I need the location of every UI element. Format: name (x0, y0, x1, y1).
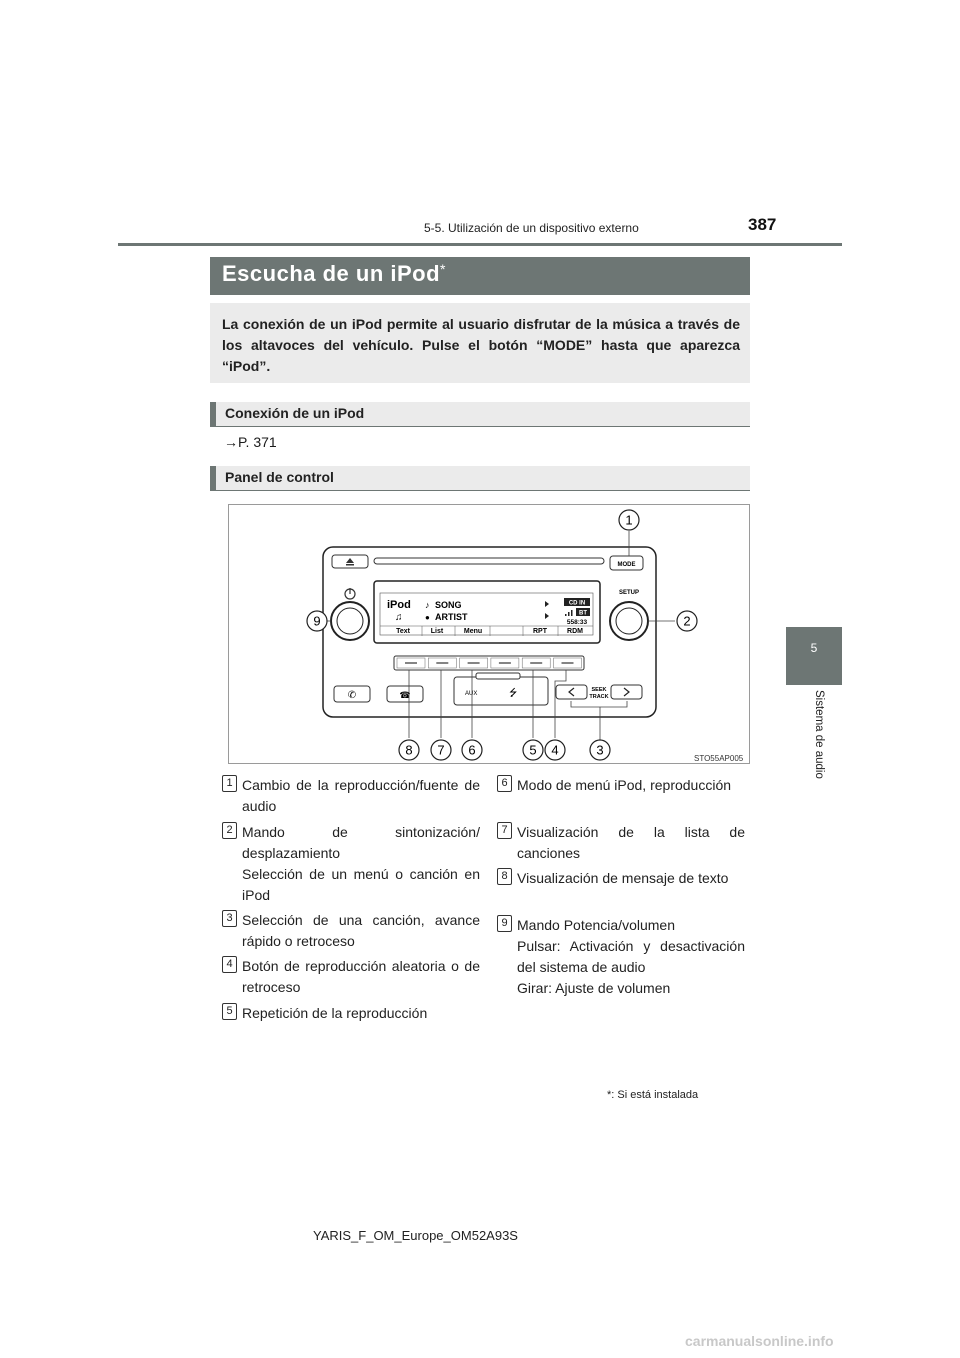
soft-key-button[interactable] (522, 658, 550, 668)
playlist-icon: ♫ (395, 612, 403, 623)
section-connection-heading: Conexión de un iPod (210, 402, 750, 427)
title-asterisk: * (440, 261, 446, 277)
callout-number: 6 (468, 742, 476, 758)
list-item (242, 956, 480, 998)
page-title (210, 257, 750, 295)
list-item (242, 822, 480, 906)
soft-key-button[interactable] (428, 658, 456, 668)
callout-number: 8 (405, 742, 413, 758)
chapter-label: Sistema de audio (813, 690, 825, 779)
setup-label: SETUP (618, 590, 640, 596)
document-code: YARIS_F_OM_Europe_OM52A93S (313, 1228, 518, 1243)
list-item (242, 1003, 480, 1024)
track-label: TRACK (589, 694, 609, 700)
soft-key-button[interactable] (554, 658, 582, 668)
callout-number: 9 (313, 613, 321, 629)
list-item (517, 775, 745, 796)
item-description: Visualización de mensaje de texto (517, 870, 729, 886)
figure-code: STO55AP005 (694, 754, 744, 763)
intro-box: La conexión de un iPod permite al usuario disfrutar de la música a través de los altavoces del vehículo. Pulse el botón “MODE” hasta que aparezca “iPod”. (210, 303, 750, 383)
list-item (517, 868, 745, 889)
callout-7 (431, 740, 451, 760)
item-description: Selección de una canción, avance rápido o retroceso (242, 912, 480, 949)
item-number-badge: 9 (497, 915, 512, 932)
list-item (242, 775, 480, 817)
item-number-badge: 6 (497, 775, 512, 792)
watermark: carmanualsonline.info (685, 1333, 834, 1349)
aux-usb-port[interactable] (454, 673, 548, 705)
list-item (517, 915, 745, 999)
callout-9 (307, 611, 327, 631)
screen-artist: ARTIST (435, 612, 468, 622)
callout-number: 5 (529, 742, 537, 758)
softkey-menu-label: Menu (463, 628, 483, 635)
usb-icon: ⭍ (509, 688, 518, 699)
callout-8 (399, 740, 419, 760)
display-screen (380, 593, 593, 635)
item-description: Mando de sintonización/ desplazamiento (242, 824, 480, 861)
item-number-badge: 8 (497, 868, 512, 885)
mode-label: MODE (617, 562, 636, 568)
item-description: Visualización de la lista de canciones (517, 824, 745, 861)
header-rule (118, 243, 842, 246)
screen-time: 558:33 (566, 619, 588, 626)
person-icon: ● (425, 613, 430, 622)
item-description: Repetición de la reproducción (242, 1005, 428, 1021)
callout-number: 1 (625, 512, 633, 528)
callout-4 (545, 740, 565, 760)
softkey-rpt-label: RPT (533, 628, 547, 635)
page-number: 387 (748, 215, 777, 234)
section-control-panel-heading: Panel de control (210, 466, 750, 491)
item-number-badge: 2 (222, 822, 237, 839)
soft-key-button[interactable] (460, 658, 488, 668)
page-reference-link[interactable]: →P. 371 (224, 434, 277, 450)
item-description: Cambio de la reproducción/fuente de audio (242, 777, 480, 814)
chapter-number: 5 (810, 641, 818, 655)
callout-3 (590, 740, 610, 760)
seek-back-button[interactable] (556, 685, 587, 699)
item-description: Botón de reproducción aleatoria o de retroceso (242, 958, 480, 995)
music-note-icon: ♪ (425, 600, 430, 610)
footnote: *: Si está instalada (607, 1089, 699, 1101)
softkey-list-label: List (430, 628, 444, 635)
callout-2 (677, 611, 697, 631)
chapter-tab (786, 627, 842, 685)
phone-hangup-button[interactable] (387, 686, 423, 702)
cdin-text: CD IN (568, 600, 586, 607)
callout-number: 4 (551, 742, 559, 758)
page-title-text: Escucha de un iPod (222, 261, 441, 286)
list-item (517, 822, 745, 864)
phone-pickup-button[interactable] (334, 686, 370, 702)
item-description: Selección de un menú o canción en iPod (242, 866, 480, 903)
softkey-rdm-label: RDM (567, 628, 583, 635)
item-number-badge: 7 (497, 822, 512, 839)
softkey-text-label: Text (396, 628, 410, 635)
hangup-icon: ☎ (399, 691, 411, 701)
screen-song: SONG (435, 600, 462, 610)
item-number-badge: 1 (222, 775, 237, 792)
item-description: Girar: Ajuste de volumen (517, 980, 671, 996)
callout-number: 7 (437, 742, 445, 758)
setup-tune-knob[interactable] (610, 602, 648, 640)
soft-key-button[interactable] (491, 658, 519, 668)
soft-key-button[interactable] (397, 658, 425, 668)
aux-label: AUX (465, 691, 478, 697)
bt-text: BT (579, 610, 587, 617)
eject-button[interactable] (332, 555, 368, 568)
mode-button[interactable] (610, 556, 643, 570)
item-number-badge: 5 (222, 1003, 237, 1020)
list-item (242, 910, 480, 952)
callout-number: 3 (596, 742, 604, 758)
phone-icon: ✆ (347, 690, 357, 701)
seek-forward-button[interactable] (611, 685, 642, 699)
item-description: Modo de menú iPod, reproducción (517, 777, 732, 793)
item-description: Mando Potencia/volumen (517, 917, 675, 933)
power-volume-knob[interactable] (331, 602, 369, 640)
seek-label: SEEK (591, 687, 607, 693)
callout-1 (619, 510, 639, 530)
section-header: 5-5. Utilización de un dispositivo externo (424, 221, 639, 235)
callout-6 (462, 740, 482, 760)
screen-source: iPod (387, 599, 411, 611)
control-panel-figure (228, 504, 750, 764)
callout-5 (523, 740, 543, 760)
item-number-badge: 4 (222, 956, 237, 973)
item-description: Pulsar: Activación y desactivación del sistema de audio (517, 938, 745, 975)
item-number-badge: 3 (222, 910, 237, 927)
cd-slot (374, 558, 604, 564)
callout-number: 2 (683, 613, 691, 629)
